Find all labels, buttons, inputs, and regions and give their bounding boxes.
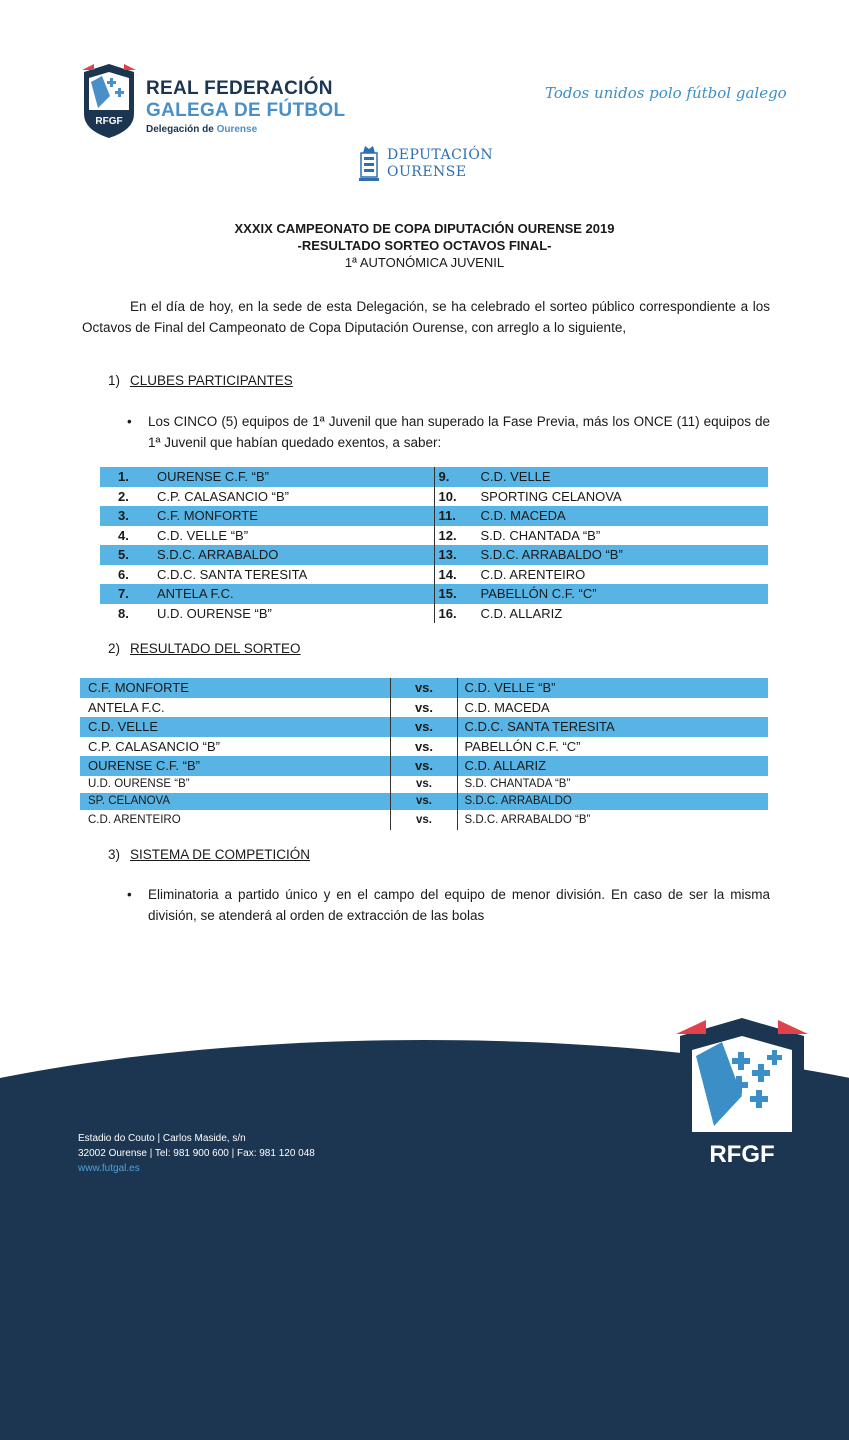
club-number: 4. (118, 527, 129, 543)
rfgf-logo-text: RFGF (95, 116, 123, 127)
clubs-row (100, 584, 768, 604)
clubs-row (100, 565, 768, 585)
home-team: C.P. CALASANCIO “B” (80, 737, 391, 757)
deputacion-line1: DEPUTACIÓN (387, 147, 494, 163)
draw-results-table (80, 678, 768, 830)
footer-website-link[interactable]: www.futgal.es (78, 1163, 140, 1174)
section-1-bullet: • Los CINCO (5) equipos de 1ª Juvenil que han superado la Fase Previa, más los ONCE (11) equipos de 1ª Juvenil que habían quedado exentos, a saber: (127, 411, 770, 453)
club-name: C.D. ARENTEIRO (480, 566, 586, 582)
section-1-heading (108, 373, 293, 388)
section-2-number: 2) (108, 641, 121, 656)
section-2-label: RESULTADO DEL SORTEO (130, 641, 301, 656)
rfgf-shield-watermark (672, 1012, 812, 1200)
club-number: 2. (118, 488, 129, 504)
match-row (80, 756, 768, 776)
home-team: C.F. MONFORTE (80, 678, 391, 698)
vs-label: vs. (391, 717, 459, 737)
club-number: 8. (118, 605, 129, 621)
club-name: C.D. ALLARIZ (480, 605, 563, 621)
section-2-heading (108, 641, 301, 656)
home-team: C.D. ARENTEIRO (80, 810, 391, 830)
section-1-number: 1) (108, 373, 121, 388)
clubs-row (100, 604, 768, 624)
delegation-prefix: Delegación de (146, 124, 214, 135)
club-name: C.D.C. SANTA TERESITA (157, 566, 308, 582)
home-team: C.D. VELLE (80, 717, 391, 737)
match-row (80, 737, 768, 757)
section-1-label: CLUBES PARTICIPANTES (130, 373, 293, 388)
away-team: S.D.C. ARRABALDO (464, 794, 572, 807)
club-name: S.D.C. ARRABALDO “B” (480, 547, 623, 562)
home-team: SP. CELANOVA (80, 793, 391, 810)
title-line1: XXXIX CAMPEONATO DE COPA DIPUTACIÓN OURENSE 2019 (234, 221, 615, 236)
club-name: SPORTING CELANOVA (480, 488, 622, 504)
vs-label: vs. (391, 698, 459, 718)
club-number: 1. (118, 469, 129, 484)
club-name: C.F. MONFORTE (157, 508, 258, 523)
away-team: C.D.C. SANTA TERESITA (464, 719, 615, 734)
rfgf-logo (80, 62, 138, 140)
club-name: C.D. MACEDA (480, 508, 566, 523)
club-number: 10. (438, 488, 457, 504)
home-team: ANTELA F.C. (80, 698, 391, 718)
intro-paragraph: En el día de hoy, en la sede de esta Delegación, se ha celebrado el sorteo público correspondiente a los Octavos de Final del Campeonato de Copa Diputación Ourense, con arreglo a lo siguiente, (82, 299, 770, 335)
section-3-heading (108, 847, 310, 862)
club-number: 6. (118, 566, 129, 582)
brand-delegation (146, 124, 257, 135)
match-row (80, 678, 768, 698)
match-row (80, 793, 768, 810)
away-team: C.D. MACEDA (464, 699, 550, 715)
clubs-table (100, 467, 768, 623)
club-number: 3. (118, 508, 129, 523)
club-name: S.D. CHANTADA “B” (480, 527, 601, 543)
vs-label: vs. (391, 756, 459, 776)
match-row (80, 776, 768, 793)
club-number: 15. (438, 586, 457, 601)
delegation-city: Ourense (216, 124, 258, 135)
match-row (80, 810, 768, 830)
club-number: 5. (118, 547, 129, 562)
club-name: ANTELA F.C. (157, 586, 234, 601)
club-number: 13. (438, 547, 457, 562)
club-number: 16. (438, 605, 457, 621)
away-team: S.D. CHANTADA “B” (464, 777, 571, 790)
club-name: PABELLÓN C.F. “C” (480, 586, 597, 601)
vs-label: vs. (391, 737, 459, 757)
match-row (80, 698, 768, 718)
section-3-bullet: • Eliminatoria a partido único y en el campo del equipo de menor división. En caso de ser la misma división, se atenderá al orden de extracción de las bolas (127, 884, 770, 926)
away-team: S.D.C. ARRABALDO “B” (464, 813, 591, 826)
club-number: 9. (438, 469, 450, 484)
match-row (80, 717, 768, 737)
slogan: Todos unidos polo fútbol galego (545, 84, 787, 102)
deputacion-name (387, 147, 493, 181)
vs-label: vs. (391, 810, 459, 830)
footer-phone: 32002 Ourense | Tel: 981 900 600 | Fax: 981 120 048 (78, 1148, 315, 1159)
deputacion-line2: OURENSE (387, 164, 467, 180)
home-team: U.D. OURENSE “B” (80, 776, 391, 793)
vs-label: vs. (391, 776, 459, 793)
club-name: OURENSE C.F. “B” (157, 469, 269, 484)
brand-name-line2: GALEGA DE FÚTBOL (146, 100, 346, 121)
club-name: C.D. VELLE (480, 469, 551, 484)
club-number: 11. (438, 508, 456, 523)
brand-name-line1: REAL FEDERACIÓN (146, 78, 333, 99)
club-number: 12. (438, 527, 457, 543)
away-team: C.D. ALLARIZ (464, 758, 547, 773)
footer-contact (78, 1131, 315, 1176)
away-team: C.D. VELLE “B” (464, 680, 556, 695)
clubs-row (100, 545, 768, 565)
club-name: C.P. CALASANCIO “B” (157, 488, 289, 504)
club-name: C.D. VELLE “B” (157, 527, 249, 543)
section-3-label: SISTEMA DE COMPETICIÓN (130, 847, 311, 862)
club-number: 14. (438, 566, 457, 582)
club-name: U.D. OURENSE “B” (157, 605, 272, 621)
club-name: S.D.C. ARRABALDO (157, 547, 279, 562)
home-team: OURENSE C.F. “B” (80, 756, 391, 776)
document-title (0, 220, 849, 271)
clubs-row (100, 487, 768, 507)
clubs-row (100, 526, 768, 546)
clubs-row (100, 467, 768, 487)
title-line2: -RESULTADO SORTEO OCTAVOS FINAL- (297, 238, 552, 253)
vs-label: vs. (391, 793, 459, 810)
footer-address: Estadio do Couto | Carlos Maside, s/n (78, 1133, 246, 1144)
away-team: PABELLÓN C.F. “C” (464, 738, 581, 754)
club-number: 7. (118, 586, 129, 601)
header-curve (0, 0, 849, 60)
shield-logo-text: RFGF (709, 1141, 775, 1168)
title-line3: 1ª AUTONÓMICA JUVENIL (344, 255, 505, 270)
clubs-row (100, 506, 768, 526)
deputacion-seal-icon (358, 143, 380, 183)
vs-label: vs. (391, 678, 459, 698)
section-3-number: 3) (108, 847, 121, 862)
